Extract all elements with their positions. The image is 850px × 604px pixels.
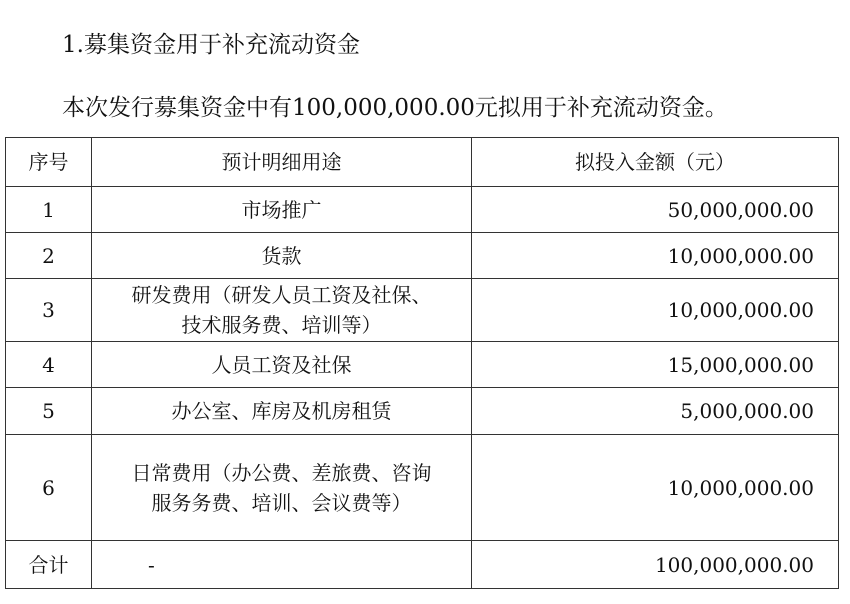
total-amount: 100,000,000.00 <box>472 541 839 589</box>
table-row <box>6 279 839 342</box>
header-purpose: 预计明细用途 <box>92 138 472 187</box>
row-purpose-line: 日常费用（办公费、差旅费、咨询 <box>131 460 432 485</box>
row-purpose: 人员工资及社保 <box>92 342 472 388</box>
row-purpose: 办公室、库房及机房租赁 <box>92 388 472 435</box>
row-amount: 15,000,000.00 <box>472 342 839 388</box>
row-amount: 5,000,000.00 <box>472 388 839 435</box>
table-row <box>6 388 839 435</box>
total-label: 合计 <box>6 541 92 589</box>
row-amount: 50,000,000.00 <box>472 187 839 233</box>
section-heading: 1.募集资金用于补充流动资金 <box>62 32 360 58</box>
table-row <box>6 342 839 388</box>
table-header-row <box>6 138 839 187</box>
table-row <box>6 435 839 541</box>
row-amount: 10,000,000.00 <box>472 279 839 342</box>
row-no: 2 <box>6 233 92 279</box>
row-no: 1 <box>6 187 92 233</box>
row-amount: 10,000,000.00 <box>472 233 839 279</box>
row-purpose <box>92 279 472 342</box>
row-purpose-text <box>132 458 432 518</box>
fund-usage-table <box>5 137 839 589</box>
table-row <box>6 233 839 279</box>
header-no: 序号 <box>6 138 92 187</box>
row-purpose: 货款 <box>92 233 472 279</box>
row-purpose-line: 服务务费、培训、会议费等） <box>151 490 412 515</box>
table-total-row <box>6 541 839 589</box>
row-no: 4 <box>6 342 92 388</box>
row-no: 6 <box>6 435 92 541</box>
row-purpose-line: 研发费用（研发人员工资及社保、 <box>131 283 432 307</box>
table-row <box>6 187 839 233</box>
row-purpose-line: 技术服务费、培训等） <box>181 313 382 337</box>
row-purpose <box>92 435 472 541</box>
header-amount: 拟投入金额（元） <box>472 138 839 187</box>
row-purpose-text <box>132 280 432 340</box>
row-amount: 10,000,000.00 <box>472 435 839 541</box>
row-no: 5 <box>6 388 92 435</box>
row-no: 3 <box>6 279 92 342</box>
row-purpose: 市场推广 <box>92 187 472 233</box>
total-purpose: - <box>92 541 472 589</box>
section-paragraph: 本次发行募集资金中有100,000,000.00元拟用于补充流动资金。 <box>62 95 728 121</box>
